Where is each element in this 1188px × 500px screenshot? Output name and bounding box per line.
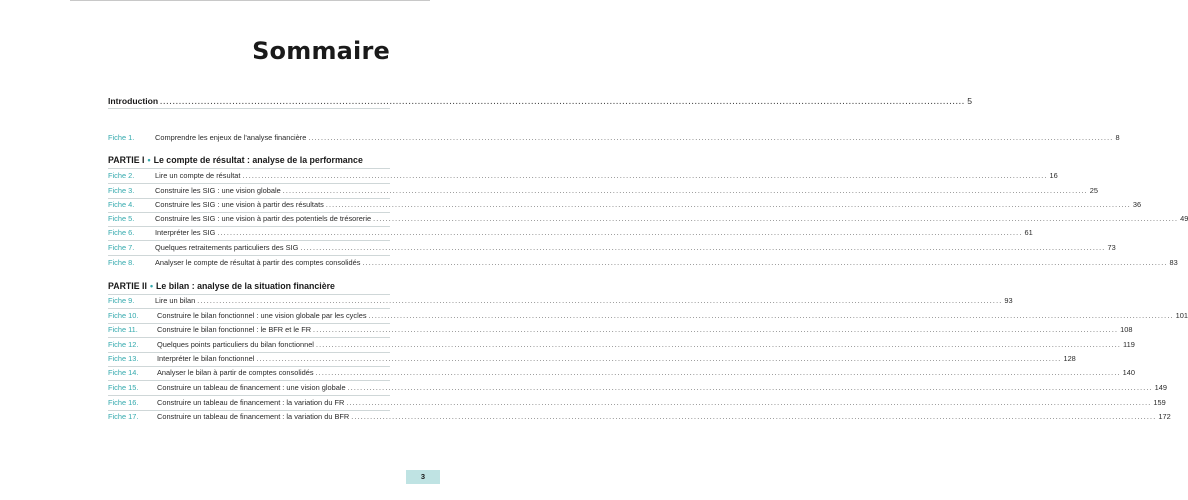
toc-entry-page: 16 xyxy=(1049,171,1058,180)
fiche-number: Fiche 11. xyxy=(108,325,138,334)
bullet-icon: • xyxy=(149,281,154,291)
toc-entry-fiche-9[interactable] xyxy=(108,294,1013,309)
toc-entry-title: Analyser le compte de résultat à partir des comptes consolidés xyxy=(155,258,361,267)
leader-dots xyxy=(308,132,1113,146)
top-rule xyxy=(70,0,430,1)
toc-entry-page: 119 xyxy=(1123,340,1135,349)
toc-entry-introduction[interactable] xyxy=(108,94,972,109)
leader-dots xyxy=(283,185,1088,199)
fiche-number: Fiche 6. xyxy=(108,228,135,237)
toc-entry-title: Construire un tableau de financement : la variation du FR xyxy=(157,398,345,407)
leader-dots xyxy=(313,324,1118,338)
leader-dots xyxy=(348,382,1153,396)
leader-dots xyxy=(316,367,1121,381)
toc-entry-page: 128 xyxy=(1063,354,1076,363)
toc-entry-title: Construire le bilan fonctionnel : le BFR et le FR xyxy=(157,325,312,334)
toc-entry-fiche-2[interactable] xyxy=(108,169,1058,184)
toc-entry-fiche-8[interactable] xyxy=(108,256,1178,270)
toc-entry-page: 49 xyxy=(1180,214,1188,223)
toc-entry-page: 140 xyxy=(1122,368,1135,377)
toc-entry-title: Construire un tableau de financement : la variation du BFR xyxy=(157,412,350,421)
toc-entry-title: Lire un compte de résultat xyxy=(155,171,241,180)
page-title: Sommaire xyxy=(252,37,390,65)
leader-dots xyxy=(197,295,1002,309)
bullet-icon: • xyxy=(147,155,151,165)
part-1-header xyxy=(108,152,390,169)
fiche-number: Fiche 15. xyxy=(108,383,139,392)
toc-entry-fiche-6[interactable] xyxy=(108,226,1033,241)
fiche-number: Fiche 17. xyxy=(108,412,139,421)
part-2-header xyxy=(108,278,390,295)
toc-entry-page: 93 xyxy=(1004,296,1013,305)
fiche-number: Fiche 5. xyxy=(108,214,135,223)
toc-entry-page: 83 xyxy=(1169,258,1178,267)
fiche-number: Fiche 14. xyxy=(108,368,139,377)
toc-entry-fiche-15[interactable] xyxy=(108,381,1168,396)
leader-dots xyxy=(300,242,1105,256)
toc-entry-fiche-5[interactable] xyxy=(108,212,1188,227)
fiche-number: Fiche 7. xyxy=(108,243,135,252)
fiche-number: Fiche 4. xyxy=(108,200,135,209)
leader-dots xyxy=(242,170,1047,184)
leader-dots xyxy=(362,257,1167,271)
leader-dots xyxy=(369,310,1174,324)
part-prefix: PARTIE II xyxy=(108,281,147,291)
toc-entry-title: Interpréter les SIG xyxy=(155,228,216,237)
toc-entry-title: Interpréter le bilan fonctionnel xyxy=(157,354,255,363)
toc-entry-page: 25 xyxy=(1089,186,1099,195)
toc-entry-page: 159 xyxy=(1153,398,1166,407)
leader-dots xyxy=(160,96,965,110)
toc-entry-title: Construire un tableau de financement : une vision globale xyxy=(157,383,346,392)
toc-entry-fiche-4[interactable] xyxy=(108,198,1142,213)
toc-entry-fiche-12[interactable] xyxy=(108,338,1135,353)
part-title: Le compte de résultat : analyse de la performance xyxy=(153,155,363,165)
toc-entry-fiche-17[interactable] xyxy=(108,410,1171,424)
toc-entry-page: 101 xyxy=(1175,311,1188,320)
part-prefix: PARTIE I xyxy=(108,155,145,165)
toc-entry-title: Quelques points particuliers du bilan fonctionnel xyxy=(157,340,314,349)
leader-dots xyxy=(326,199,1131,213)
toc-entry-title: Analyser le bilan à partir de comptes consolidés xyxy=(157,368,314,377)
toc-entry-title: Comprendre les enjeux de l'analyse financière xyxy=(155,133,307,142)
toc-entry-title: Quelques retraitements particuliers des SIG xyxy=(155,243,299,252)
toc-entry-fiche-11[interactable] xyxy=(108,323,1133,338)
toc-entry-page: 8 xyxy=(1115,133,1120,142)
toc-entry-fiche-1[interactable] xyxy=(108,131,1120,145)
toc-entry-fiche-14[interactable] xyxy=(108,366,1135,381)
toc-entry-fiche-10[interactable] xyxy=(108,309,1188,324)
toc-entry-fiche-7[interactable] xyxy=(108,241,1116,256)
toc-entry-page: 172 xyxy=(1158,412,1171,421)
leader-dots xyxy=(217,227,1022,241)
fiche-number: Fiche 13. xyxy=(108,354,139,363)
part-title: Le bilan : analyse de la situation financière xyxy=(156,281,335,291)
fiche-number: Fiche 2. xyxy=(108,171,135,180)
toc-entry-title: Construire le bilan fonctionnel : une vision globale par les cycles xyxy=(157,311,367,320)
leader-dots xyxy=(346,397,1151,411)
fiche-number: Fiche 10. xyxy=(108,311,139,320)
leader-dots xyxy=(256,353,1061,367)
toc-entry-title: Introduction xyxy=(108,96,159,106)
leader-dots xyxy=(373,213,1178,227)
fiche-number: Fiche 1. xyxy=(108,133,135,142)
toc-entry-page: 149 xyxy=(1154,383,1168,392)
fiche-number: Fiche 3. xyxy=(108,186,135,195)
fiche-number: Fiche 9. xyxy=(108,296,135,305)
toc-entry-fiche-3[interactable] xyxy=(108,184,1099,199)
toc-entry-page: 73 xyxy=(1107,243,1116,252)
toc-entry-page: 61 xyxy=(1024,228,1033,237)
toc-entry-title: Lire un bilan xyxy=(155,296,196,305)
leader-dots xyxy=(351,411,1156,425)
toc-entry-page: 108 xyxy=(1120,325,1133,334)
leader-dots xyxy=(316,339,1121,353)
page-number-badge: 3 xyxy=(406,470,440,484)
toc-entry-fiche-13[interactable] xyxy=(108,352,1076,367)
toc-entry-fiche-16[interactable] xyxy=(108,396,1166,411)
toc-entry-title: Construire les SIG : une vision à partir des résultats xyxy=(155,200,324,209)
fiche-number: Fiche 12. xyxy=(108,340,139,349)
toc-entry-title: Construire les SIG : une vision à partir des potentiels de trésorerie xyxy=(155,214,372,223)
toc-entry-page: 5 xyxy=(967,96,972,106)
fiche-number: Fiche 16. xyxy=(108,398,139,407)
toc-entry-page: 36 xyxy=(1132,200,1142,209)
toc-entry-title: Construire les SIG : une vision globale xyxy=(155,186,281,195)
fiche-number: Fiche 8. xyxy=(108,258,135,267)
